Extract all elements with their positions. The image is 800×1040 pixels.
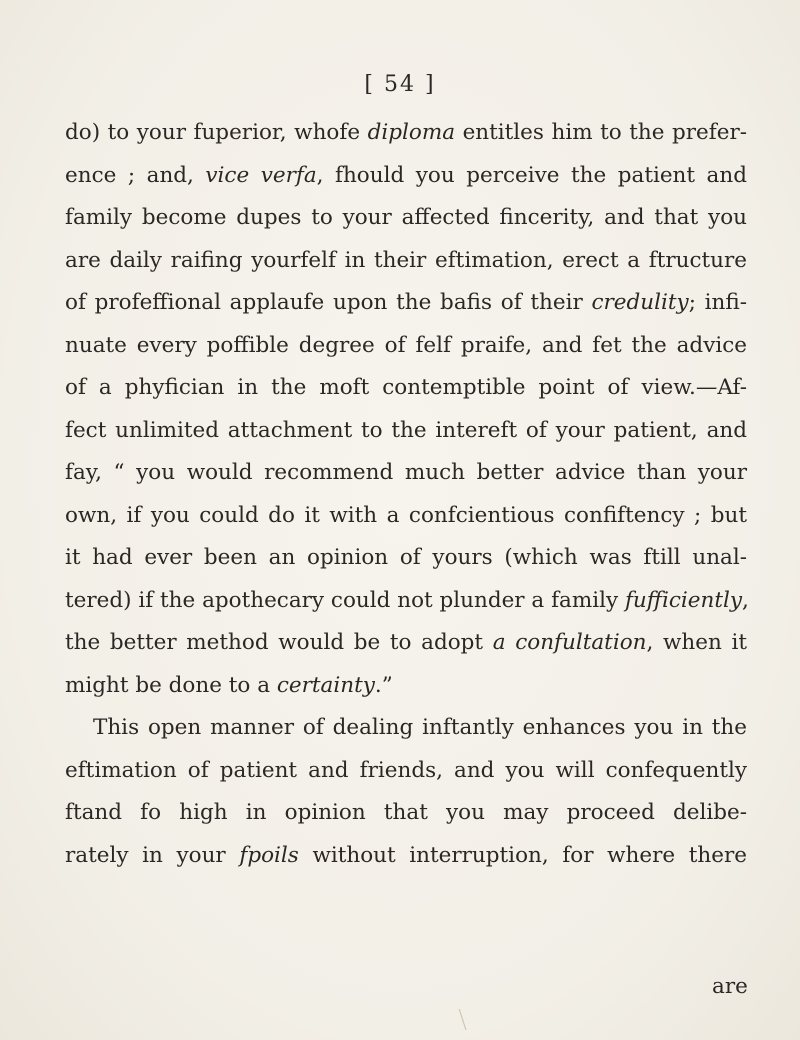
italic-span: diploma xyxy=(367,120,456,145)
text-span: entitles him to the prefer- xyxy=(455,120,747,145)
italic-span: credulity xyxy=(591,290,689,315)
text-span: , when it xyxy=(646,630,747,655)
text-span: the better method would be to adopt xyxy=(65,630,493,655)
text-line: ftand fo high in opinion that you may proceed delibe- xyxy=(65,800,747,825)
text-line: family become dupes to your affected fincerity, and that you xyxy=(65,205,747,230)
text-line xyxy=(65,155,747,198)
text-line: of a phyfician in the moft contemptible point of view.—Af- xyxy=(65,375,747,400)
italic-span: fpoils xyxy=(239,842,299,868)
text-span: ence ; and, xyxy=(65,162,206,188)
text-line: fect unlimited attachment to the intereft of your patient, and xyxy=(65,417,747,443)
text-span: rately in your xyxy=(65,842,240,868)
text-line: nuate every poffible degree of felf praife, and fet the advice xyxy=(65,332,747,358)
text-line: it had ever been an opinion of yours (which was ftill unal- xyxy=(65,545,747,570)
text-span: might be done to a xyxy=(65,672,277,698)
text-line xyxy=(65,622,747,665)
text-line xyxy=(65,282,747,325)
text-span: .” xyxy=(374,672,393,698)
text-line: are daily raifing yourfelf in their eftimation, erect a ftructure xyxy=(65,247,747,273)
text-line: own, if you could do it with a confcientious confiftency ; but xyxy=(65,502,747,528)
text-span: of profeffional applaufe upon the bafis of their xyxy=(65,290,592,315)
italic-span: fufficiently xyxy=(624,587,743,613)
text-line xyxy=(65,665,747,708)
text-span: tered) if the apothecary could not plunder a family xyxy=(65,587,625,613)
text-line: This open manner of dealing inftantly enhances you in the xyxy=(93,715,747,740)
text-line xyxy=(65,835,747,878)
italic-span: vice verfa xyxy=(205,162,317,188)
italic-span: a confultation xyxy=(492,630,647,655)
catchword: are xyxy=(712,974,748,999)
text-line xyxy=(65,580,747,623)
text-span: ; infi- xyxy=(688,290,747,315)
text-span: , fhould you perceive the patient and xyxy=(316,162,747,188)
text-span: without interruption, for where there xyxy=(298,842,747,868)
text-line: eftimation of patient and friends, and you will confequently xyxy=(65,757,747,783)
text-span: , xyxy=(742,587,749,613)
text-line xyxy=(65,112,747,155)
text-span: do) to your fuperior, whofe xyxy=(65,120,368,145)
body-text xyxy=(65,112,747,877)
paper-mark xyxy=(459,1008,470,1030)
italic-span: certainty xyxy=(276,672,375,698)
page-number: [ 54 ] xyxy=(364,72,436,97)
text-line: fay, “ you would recommend much better advice than your xyxy=(65,460,747,485)
